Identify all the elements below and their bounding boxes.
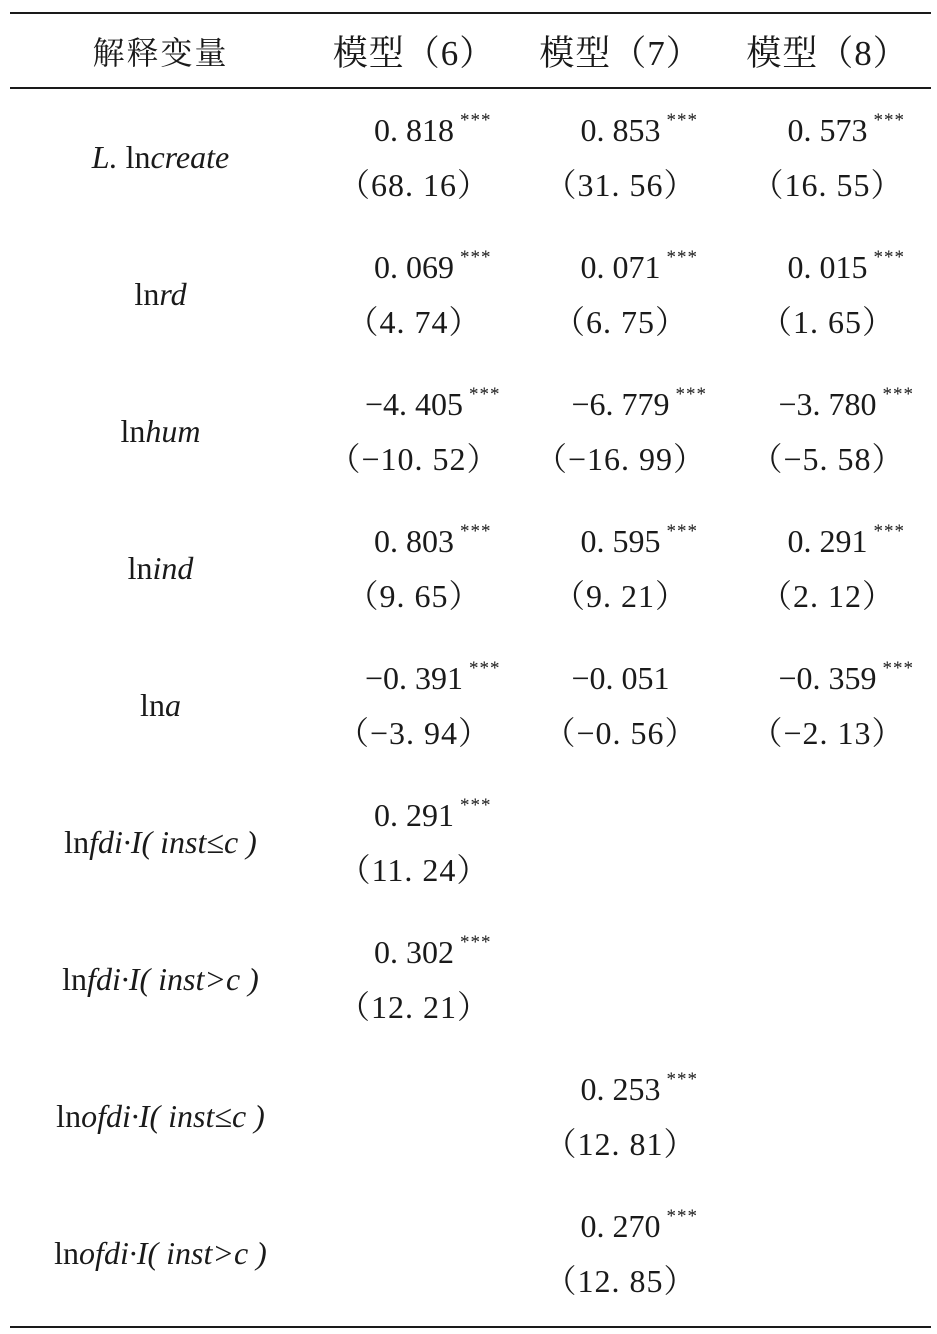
significance-stars: *** <box>666 246 698 268</box>
table-row <box>10 89 931 226</box>
variable-label: ln fdi·I ( inst≤c ) <box>64 824 257 860</box>
variable-label: ln fdi·I ( inst>c ) <box>62 961 259 997</box>
variable-label: ln a <box>140 687 181 723</box>
t-statistic: （−16. 99） <box>534 440 707 477</box>
t-statistic: （68. 16） <box>337 166 490 203</box>
table-row <box>10 226 931 363</box>
model-7-cell <box>517 363 724 500</box>
t-statistic: （16. 55） <box>751 166 904 203</box>
model-8-cell <box>724 1048 931 1185</box>
coefficient: −0. 051 <box>571 659 670 696</box>
t-statistic: （1. 65） <box>759 303 895 340</box>
header-row <box>10 14 931 87</box>
table-row <box>10 363 931 500</box>
coefficient: 0. 069 <box>374 248 454 285</box>
model-7-cell <box>517 637 724 774</box>
table-body <box>10 89 931 1326</box>
coefficient: 0. 270 <box>580 1207 661 1244</box>
model-7-cell <box>517 500 724 637</box>
variable-label: ln rd <box>134 276 187 312</box>
significance-stars: *** <box>666 109 698 131</box>
t-statistic: （−5. 58） <box>750 440 905 477</box>
t-statistic: （−3. 94） <box>336 714 492 751</box>
model-6-cell <box>311 911 517 1048</box>
t-statistic: （9. 21） <box>552 577 688 614</box>
model-7-cell <box>517 1185 724 1322</box>
t-statistic: （−10. 52） <box>328 440 500 477</box>
t-statistic: （12. 81） <box>544 1125 697 1162</box>
variable-label: L. ln create <box>91 139 230 175</box>
coefficient: 0. 803 <box>374 522 454 559</box>
model-7-cell <box>517 226 724 363</box>
coefficient: 0. 853 <box>580 111 661 148</box>
variable-label: ln ofdi·I ( inst≤c ) <box>56 1098 265 1134</box>
model-6-cell <box>311 637 517 774</box>
significance-stars: *** <box>469 383 501 405</box>
header-explanatory-variable: 解释变量 <box>92 33 229 72</box>
coefficient: −6. 779 <box>571 385 670 422</box>
t-statistic: （−0. 56） <box>543 714 698 751</box>
coefficient: 0. 071 <box>580 248 661 285</box>
significance-stars: *** <box>460 931 492 953</box>
model-6-cell <box>311 226 517 363</box>
coefficient: −3. 780 <box>778 385 877 422</box>
bottom-rule <box>10 1326 931 1328</box>
model-8-cell <box>724 89 931 226</box>
t-statistic: （11. 24） <box>338 851 490 888</box>
table-row <box>10 774 931 911</box>
model-6-cell <box>311 1048 517 1185</box>
coefficient: 0. 302 <box>374 933 454 970</box>
significance-stars: *** <box>460 246 492 268</box>
significance-stars: *** <box>666 1068 698 1090</box>
header-model-7: 模型（7） <box>539 33 702 73</box>
header-model-8: 模型（8） <box>746 33 909 73</box>
model-7-cell <box>517 1048 724 1185</box>
variable-label: ln ind <box>127 550 194 586</box>
model-8-cell <box>724 500 931 637</box>
model-6-cell <box>311 774 517 911</box>
significance-stars: *** <box>666 1205 698 1227</box>
t-statistic: （6. 75） <box>552 303 688 340</box>
model-6-cell <box>311 363 517 500</box>
coefficient: −0. 391 <box>364 659 464 696</box>
model-8-cell <box>724 226 931 363</box>
coefficient: 0. 818 <box>374 111 454 148</box>
model-8-cell <box>724 637 931 774</box>
coefficient: 0. 015 <box>787 248 868 285</box>
significance-stars: *** <box>460 794 492 816</box>
significance-stars: *** <box>882 657 915 679</box>
significance-stars: *** <box>460 520 492 542</box>
t-statistic: （−2. 13） <box>750 714 905 751</box>
t-statistic: （31. 56） <box>544 166 697 203</box>
model-7-cell <box>517 89 724 226</box>
header-model-6: 模型（6） <box>332 33 496 73</box>
significance-stars: *** <box>675 383 708 405</box>
significance-stars: *** <box>882 383 915 405</box>
variable-label: ln hum <box>120 413 201 449</box>
model-6-cell <box>311 89 517 226</box>
regression-table <box>10 12 931 1328</box>
table-row <box>10 637 931 774</box>
coefficient: −0. 359 <box>778 659 877 696</box>
table-row <box>10 500 931 637</box>
significance-stars: *** <box>873 246 905 268</box>
model-8-cell <box>724 363 931 500</box>
significance-stars: *** <box>469 657 501 679</box>
variable-label: ln ofdi·I ( inst>c ) <box>54 1235 267 1271</box>
model-8-cell <box>724 1185 931 1322</box>
significance-stars: *** <box>873 520 905 542</box>
model-8-cell <box>724 774 931 911</box>
significance-stars: *** <box>460 109 492 131</box>
table-row <box>10 1185 931 1322</box>
t-statistic: （4. 74） <box>346 303 482 340</box>
coefficient: −4. 405 <box>364 385 464 422</box>
t-statistic: （2. 12） <box>759 577 895 614</box>
model-7-cell <box>517 774 724 911</box>
t-statistic: （12. 85） <box>544 1262 697 1299</box>
model-6-cell <box>311 500 517 637</box>
coefficient: 0. 291 <box>374 796 454 833</box>
model-8-cell <box>724 911 931 1048</box>
coefficient: 0. 595 <box>580 522 661 559</box>
model-7-cell <box>517 911 724 1048</box>
significance-stars: *** <box>666 520 698 542</box>
t-statistic: （12. 21） <box>337 988 490 1025</box>
significance-stars: *** <box>873 109 905 131</box>
t-statistic: （9. 65） <box>346 577 482 614</box>
coefficient: 0. 291 <box>787 522 868 559</box>
table-row <box>10 911 931 1048</box>
coefficient: 0. 253 <box>580 1070 661 1107</box>
table-row <box>10 1048 931 1185</box>
model-6-cell <box>311 1185 517 1322</box>
coefficient: 0. 573 <box>787 111 868 148</box>
